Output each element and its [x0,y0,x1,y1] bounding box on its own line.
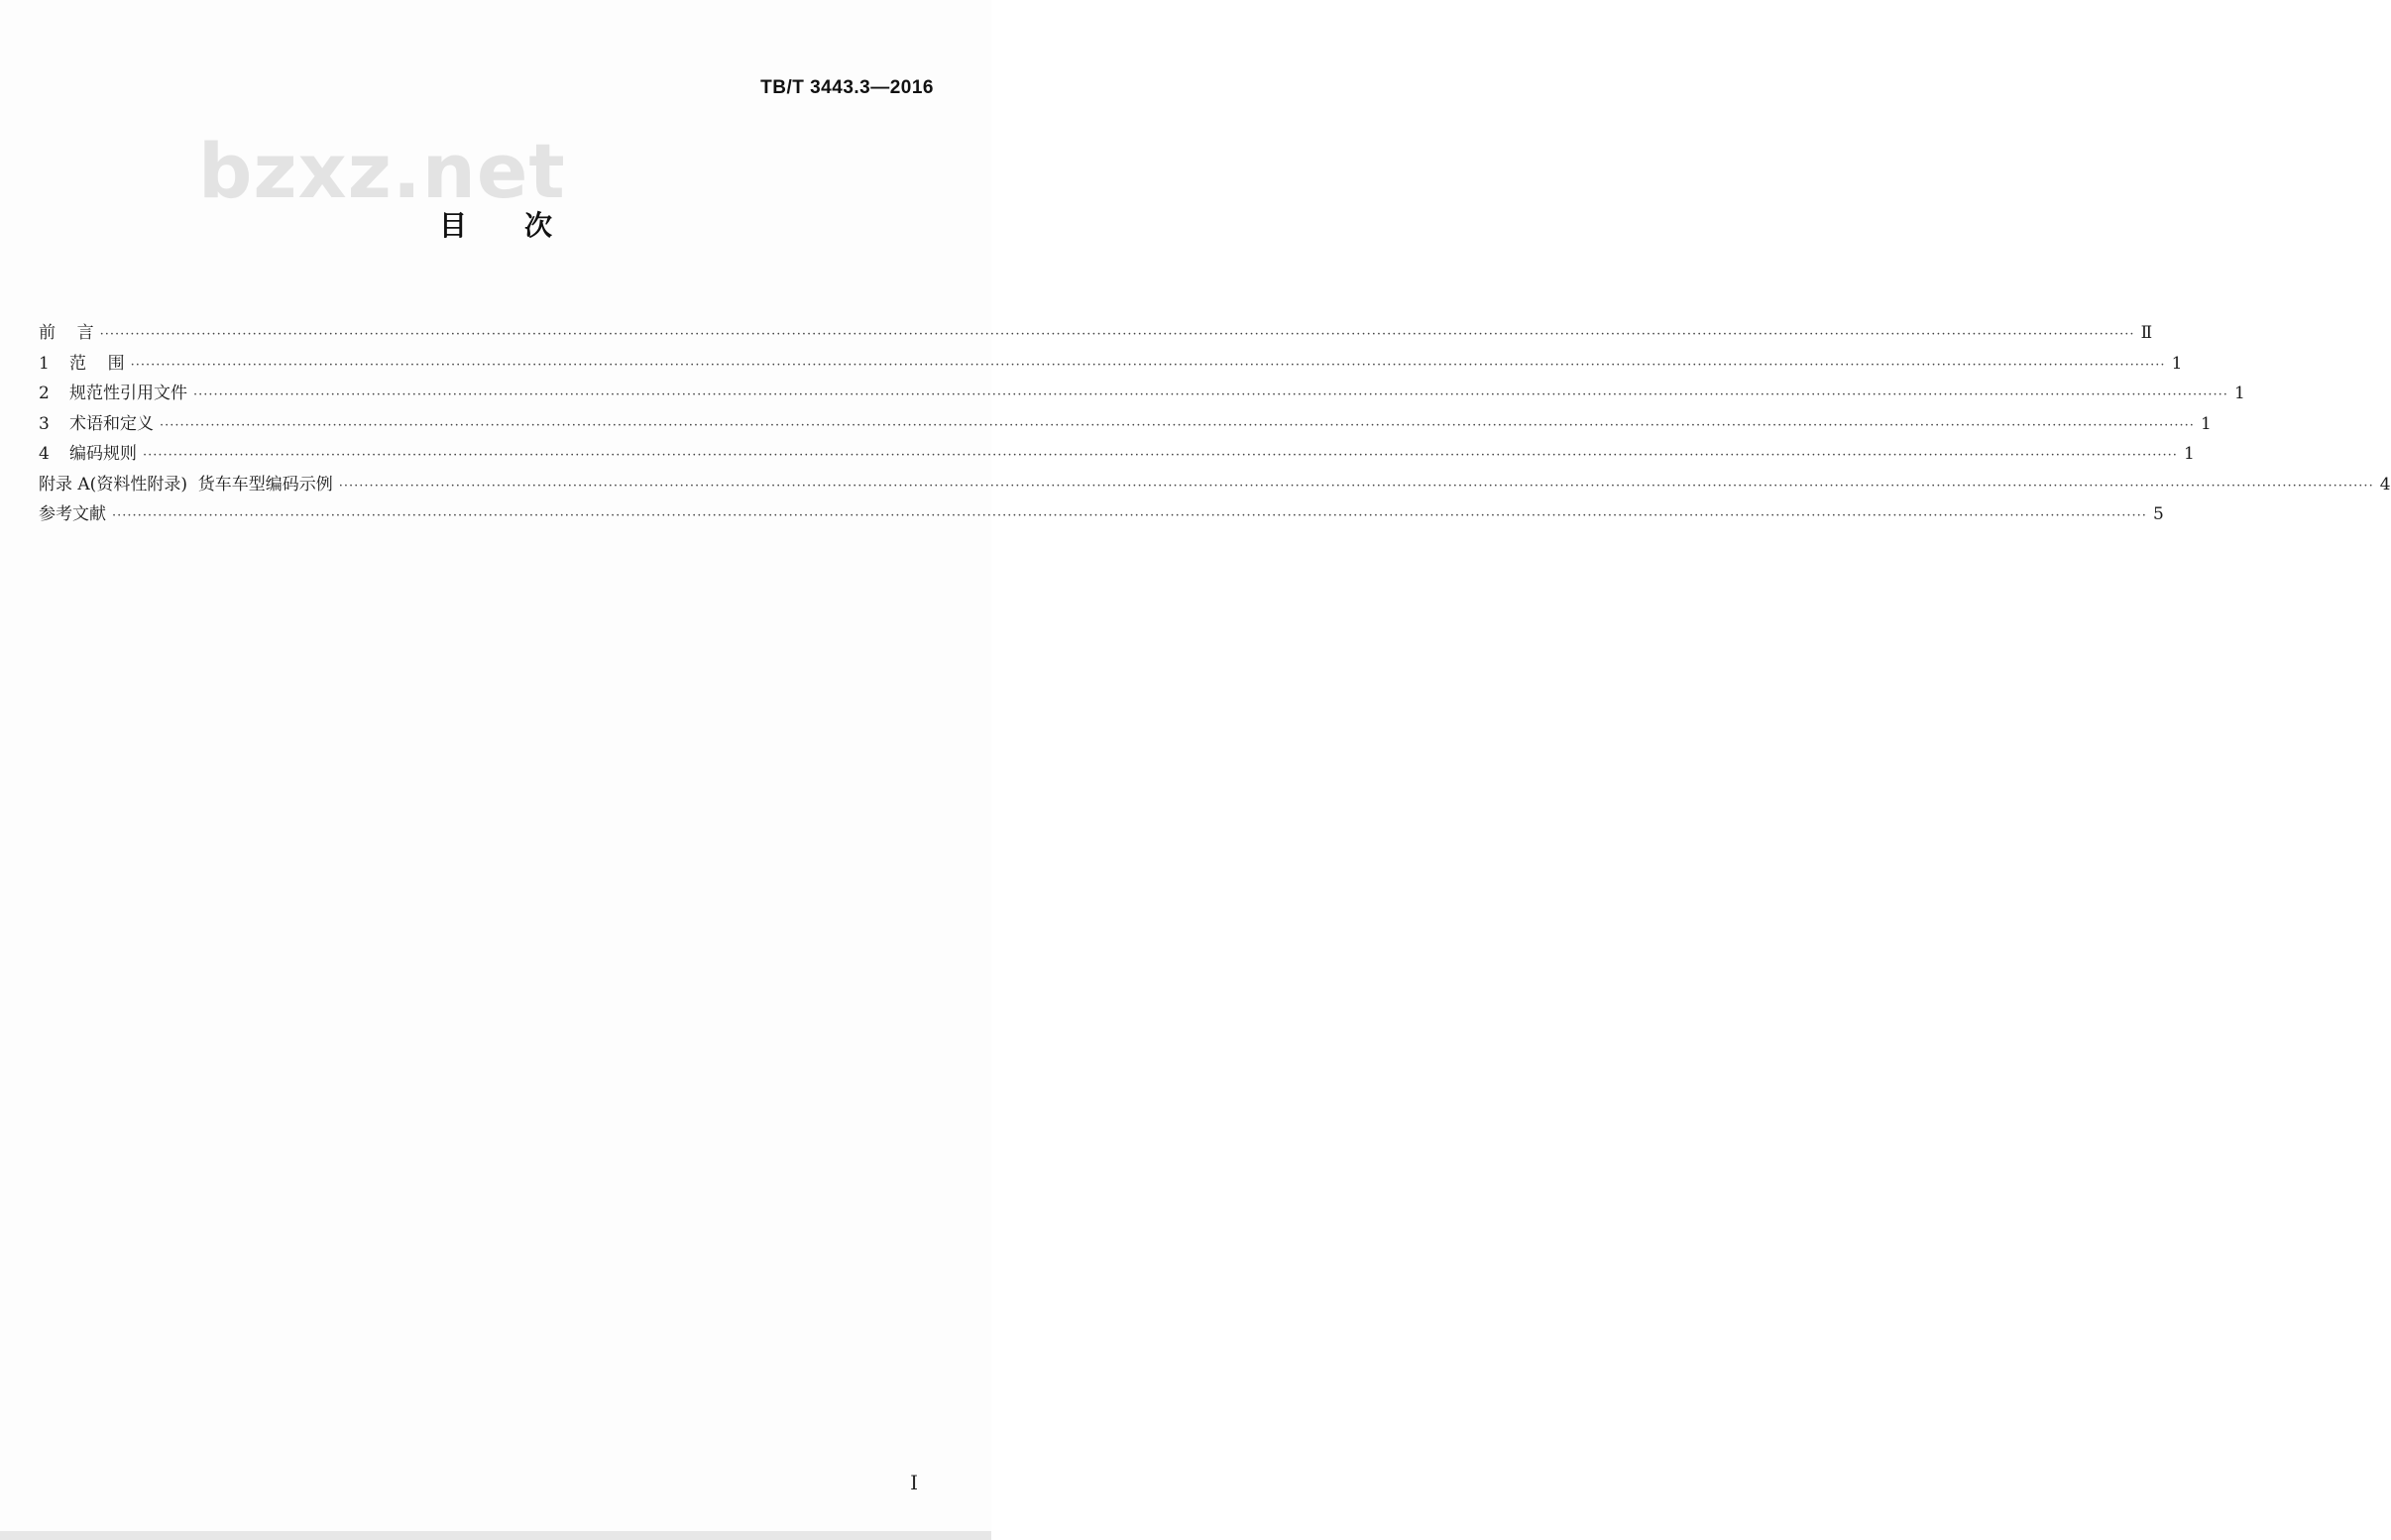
document-code: TB/T 3443.3—2016 [760,77,934,98]
toc-entry-page: Ⅱ [2140,323,2153,343]
toc-entry-number: 4 [39,444,50,464]
toc-leader-dots: ················································································································································································································································································································································································································ [193,387,2228,402]
page-bottom-edge [0,1531,991,1540]
table-of-contents [39,318,2391,530]
toc-title: 目次 [438,209,610,242]
toc-leader-dots: ················································································································································································································································································································································································································ [112,508,2147,523]
toc-entry-page: 5 [2152,504,2164,524]
toc-entry-label: 编码规则 [69,444,137,464]
page-number: I [910,1471,918,1494]
toc-entry-label: 参考文献 [39,504,106,524]
toc-entry-scope[interactable] [39,349,2183,380]
toc-entry-foreword[interactable] [39,318,2153,349]
toc-entry-number: 3 [39,413,50,434]
toc-entry-page: 1 [2200,413,2212,434]
toc-entry-label: 术语和定义 [69,413,154,434]
toc-entry-number: 2 [39,384,50,403]
toc-entry-appendix-a[interactable] [39,470,2391,500]
toc-entry-page: 1 [2183,444,2195,464]
toc-leader-dots: ················································································································································································································································································································································································································ [99,327,2135,342]
toc-entry-label: 规范性引用文件 [69,384,187,403]
toc-entry-page: 1 [2171,353,2183,374]
toc-entry-label: 范 围 [69,353,125,374]
toc-entry-label: 前 言 [39,323,94,343]
toc-leader-dots: ················································································································································································································································································································································································································ [338,478,2374,494]
toc-entry-coding-rules[interactable] [39,439,2195,470]
toc-entry-terms-definitions[interactable] [39,409,2212,440]
toc-entry-normative-references[interactable] [39,379,2245,409]
toc-leader-dots: ················································································································································································································································································································································································································ [160,417,2195,433]
toc-leader-dots: ················································································································································································································································································································································································································ [130,357,2166,373]
toc-entry-page: 1 [2233,384,2245,403]
watermark: bzxz.net [198,127,566,215]
toc-entry-page: 4 [2379,474,2391,495]
toc-leader-dots: ················································································································································································································································································································································································································ [143,448,2178,463]
toc-entry-number: 1 [39,353,50,374]
toc-entry-bibliography[interactable] [39,499,2164,530]
toc-entry-label: 附录 A(资料性附录) 货车车型编码示例 [39,474,333,495]
